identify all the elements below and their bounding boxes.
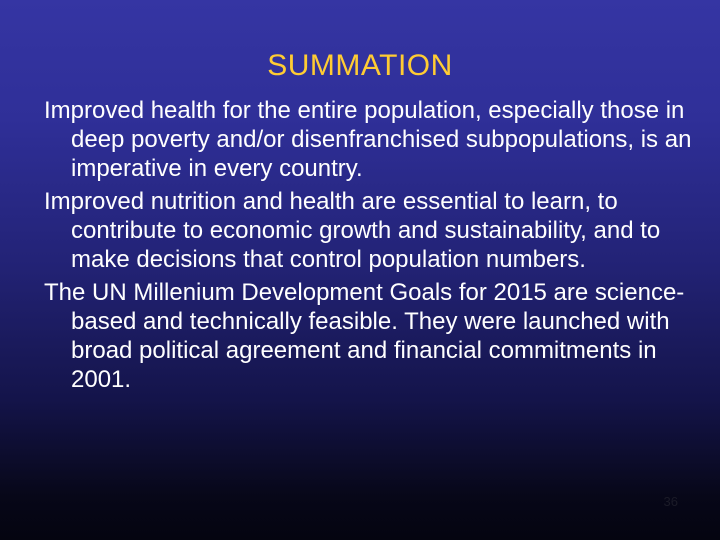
slide-body (44, 96, 694, 398)
paragraph-nutrition: Improved nutrition and health are essential to learn, to contribute to economic growth and sustainability, and to make decisions that control population numbers. (44, 188, 661, 273)
slide-number: 36 (663, 494, 678, 509)
paragraph-health: Improved health for the entire population, especially those in deep poverty and/or disenfranchised subpopulations, is an imperative in every country. (44, 97, 692, 182)
paragraph-un-goals: The UN Millenium Development Goals for 2015 are science-based and technically feasible. They were launched with broad political agreement and financial commitments in 2001. (44, 279, 685, 393)
slide-title: SUMMATION (267, 49, 453, 82)
